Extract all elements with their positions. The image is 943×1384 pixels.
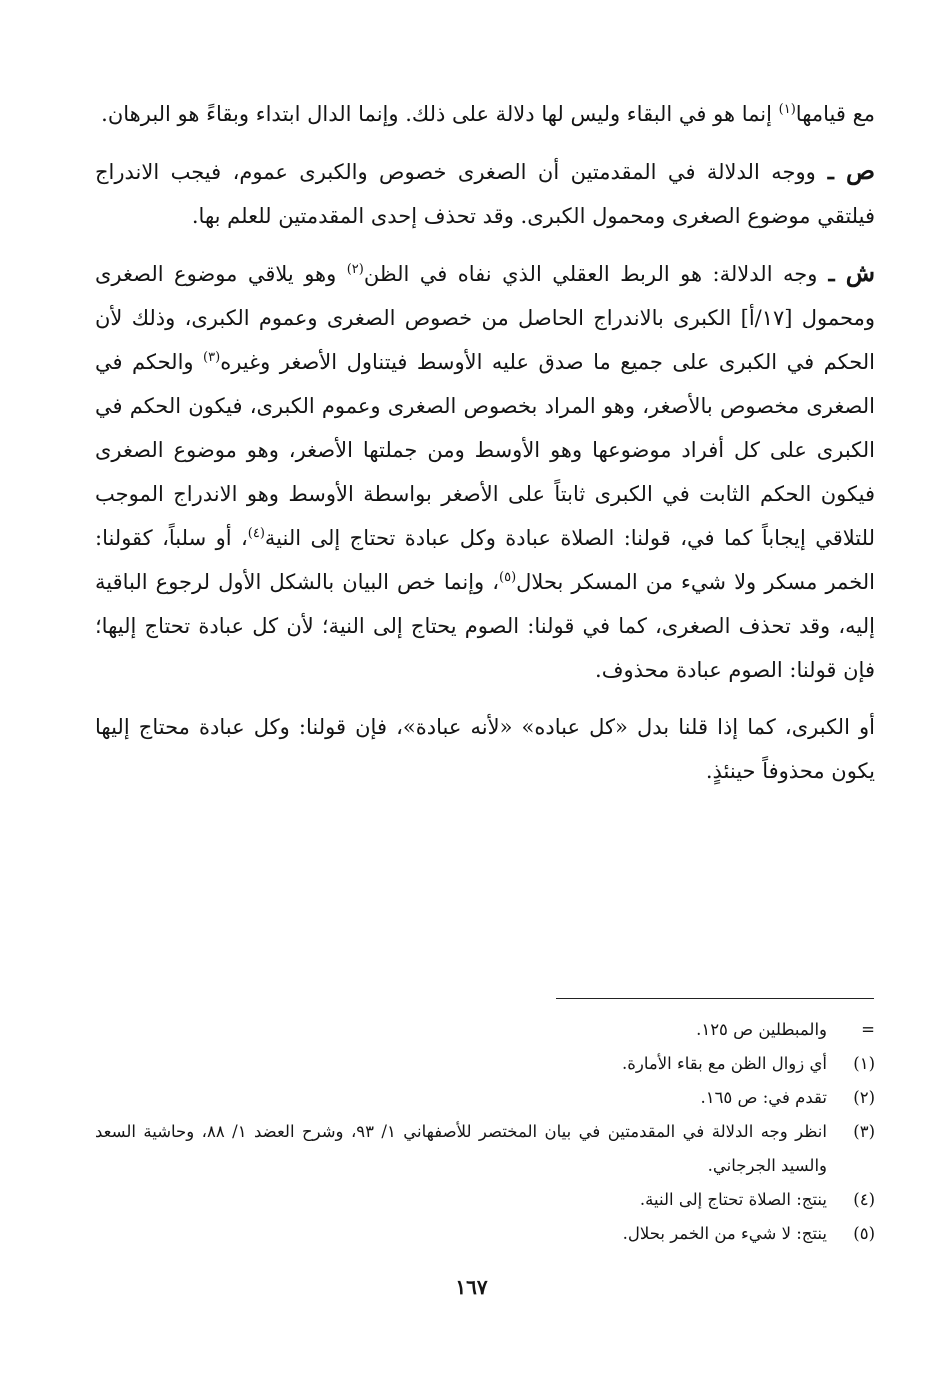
footnote-number: (٢)	[853, 1088, 875, 1107]
footnote-3	[95, 1115, 875, 1183]
footnote-number: (٥)	[853, 1224, 875, 1243]
footnote-2	[95, 1081, 875, 1115]
footnote-ref-3: (٣)	[203, 350, 221, 365]
footnote-number: (٣)	[853, 1122, 875, 1141]
paragraph-3-seg-2: وهو يلاقي موضوع الصغرى ومحمول [١٧/أ] الكبرى بالاندراج الحاصل من خصوص الصغرى وعموم الكبرى، وذلك لأن الحكم في الكبرى على جميع ما صدق عليه الأوسط فيتناول الأصغر وغيره	[95, 262, 875, 374]
paragraph-4-text: أو الكبرى، كما إذا قلنا بدل «كل عباده» «لأنه عبادة»، فإن قولنا: وكل عبادة محتاج إليها يكون محذوفاً حينئذٍ.	[95, 715, 875, 783]
paragraph-3-seg-1: وجه الدلالة: هو الربط العقلي الذي نفاه في الظن	[363, 262, 818, 286]
main-text	[95, 92, 875, 793]
footnote-number: =	[861, 1020, 875, 1039]
footnote-separator	[556, 998, 874, 999]
footnote-4	[95, 1183, 875, 1217]
footnote-text: ينتج: لا شيء من الخمر بحلال.	[622, 1224, 827, 1243]
paragraph-3-seg-4: ، أو سلباً، كقولنا: الخمر مسكر ولا شيء من المسكر بحلال	[95, 526, 875, 594]
footnote-number: (٤)	[853, 1190, 875, 1209]
sad-marker: ص	[846, 156, 876, 185]
paragraph-1-start: مع قيامها	[795, 102, 875, 126]
paragraph-3	[95, 251, 875, 692]
paragraph-3-seg-5: ، وإنما خص البيان بالشكل الأول لرجوع الباقية إليه، وقد تحذف الصغرى، كما في قولنا: الصوم يحتاج إلى النية؛ لأن كل عبادة تحتاج إليها؛ فإن قولنا: الصوم عبادة محذوف.	[95, 570, 875, 682]
footnote-text: انظر وجه الدلالة في المقدمتين في بيان المختصر للأصفهاني ١/ ٩٣، وشرح العضد ١/ ٨٨، وحاشية السعد والسيد الجرجاني.	[95, 1122, 827, 1175]
footnote-ref-5: (٥)	[499, 570, 517, 585]
footnote-5	[95, 1217, 875, 1251]
paragraph-3-seg-3: والحكم في الصغرى مخصوص بالأصغر، وهو المراد بخصوص الصغرى وعموم الكبرى، فيكون الحكم في الكبرى على كل أفراد موضوعها وهو الأوسط ومن جملتها الأصغر، وهو موضوع الصغرى فيكون الحكم الثابت في الكبرى ثابتاً على الأصغر بواسطة الأوسط وهو الاندراج الموجب للتلاقي إيجاباً كما في، قولنا: الصلاة عبادة وكل عبادة تحتاج إلى النية	[95, 350, 875, 550]
footnote-ref-4: (٤)	[247, 526, 265, 541]
footnote-continuation	[95, 1013, 875, 1047]
paragraph-2	[95, 149, 875, 238]
paragraph-2-text: ووجه الدلالة في المقدمتين أن الصغرى خصوص والكبرى عموم، فيجب الاندراج فيلتقي موضوع الصغرى ومحمول الكبرى. وقد تحذف إحدى المقدمتين للعلم بها.	[95, 160, 875, 228]
footnote-1	[95, 1047, 875, 1081]
footnote-ref-2: (٢)	[346, 262, 364, 277]
paragraph-4	[95, 705, 875, 793]
marker-dash: ـ	[815, 159, 846, 184]
marker-dash: ـ	[817, 261, 846, 286]
footnote-text: والمبطلين ص ١٢٥.	[696, 1020, 827, 1039]
paragraph-1	[95, 92, 875, 136]
footnote-text: ينتج: الصلاة تحتاج إلى النية.	[639, 1190, 827, 1209]
footnotes	[95, 1013, 875, 1251]
footnote-number: (١)	[853, 1054, 875, 1073]
page-number: ١٦٧	[455, 1275, 488, 1299]
footnote-text: تقدم في: ص ١٦٥.	[700, 1088, 827, 1107]
footnote-ref-1: (١)	[778, 102, 796, 117]
footnote-text: أي زوال الظن مع بقاء الأمارة.	[621, 1054, 827, 1073]
shin-marker: ش	[845, 258, 876, 287]
paragraph-1-rest: إنما هو في البقاء وليس لها دلالة على ذلك. وإنما الدال ابتداء وبقاءً هو البرهان.	[101, 102, 779, 126]
